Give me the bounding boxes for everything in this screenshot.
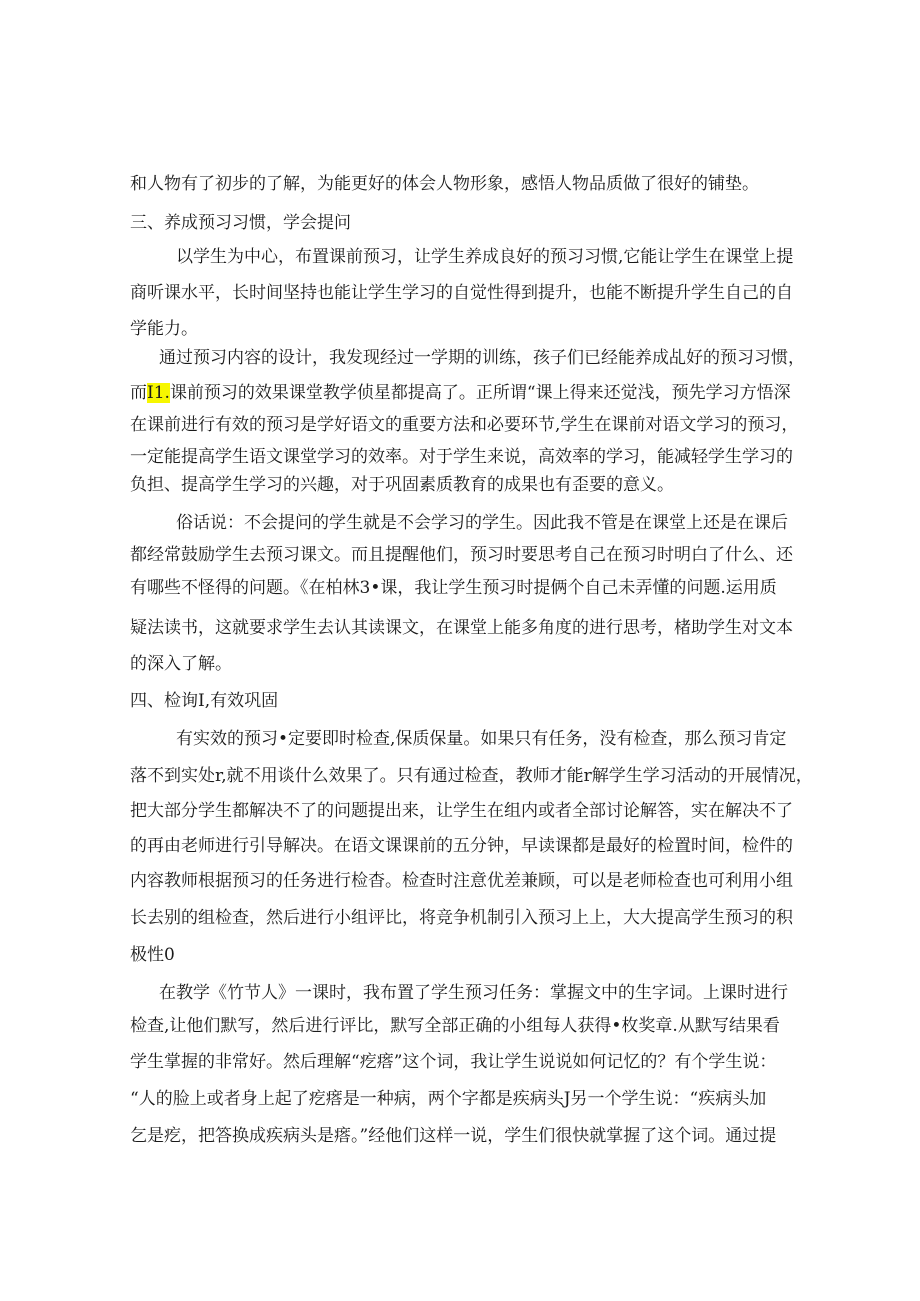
text-line-11: 俗话说：不会提问的学生就是不会学习的学生。因此我不管是在课堂上还是在课后 [176,513,788,533]
text-line-7 [130,378,920,408]
highlighted-text: I1. [147,383,170,403]
line7-prefix: 而 [130,383,147,403]
text-line-6: 通过预习内容的设计，我发现经过一学期的训练，孩子们已经能养成乩好的预习习惯， [159,348,805,368]
text-line-26: 学生掌握的非常好。然后理解“疙瘩”这个词，我让学生说说如何记忆的？有个学生说： [130,1052,777,1072]
text-line-22: 长去别的组检查，然后进行小组评比，将竞争机制引入预习上上，大大提高学生预习的积 [130,908,793,928]
section-heading-4: 四、检询I,有效巩固 [130,691,279,711]
text-line-13: 有哪些不怪得的问题。《在柏林3•课，我让学生预习时提俩个自己未弄懂的问题.运用质 [130,578,777,598]
text-line-19: 把大部分学生都解决不了的问题提出来，让学生在组内或者全部讨论解答，实在解决不了 [130,801,793,821]
text-line-28: 乞是疙，把答换成疾病头是瘩。”经他们这样一说，学生们很快就掌握了这个词。通过提 [130,1126,777,1146]
text-line-9: 一定能提高学生语文课堂学习的效率。对于学生来说，高效率的学习，能减轻学生学习的 [130,447,793,467]
text-line-3: 以学生为中心，布置课前预习，让学生养成良好的预习习惯,它能让学生在课堂上提 [176,247,794,267]
text-line-17: 有实效的预习•定要即时检查,保质保量。如果只有任务，没有检查，那么预习肯定 [176,729,787,749]
text-line-10: 负担、提高学生学习的兴趣，对于巩固素质教育的成果也有歪要的意义。 [130,475,674,495]
text-line-27: “人的脸上或者身上起了疙瘩是一种病，两个字都是疾病头J另一个学生说：“疾病头加 [130,1089,767,1109]
text-line-1: 和人物有了初步的了解，为能更好的体会人物形象，感悟人物品质做了很好的铺垫。 [130,174,759,194]
line7-body: 课前预习的效果课堂教学侦星都提高了。正所谓“课上得来还觉浅，预先学习方悟深 [169,383,791,403]
text-line-21: 内容教师根据预习的任务进行检杳。检查时注意优差兼顾，可以是老师检查也可利用小组 [130,871,793,891]
text-line-24: 在教学《竹节人》一课时，我布置了学生预习任务：掌握文中的生字词。上课时进行 [159,983,788,1003]
text-line-20: 的再由老师进行引导解决。在语文课课前的五分钟，早读课都是最好的检置时间，检件的 [130,836,793,856]
text-line-23: 极性0 [130,945,175,965]
text-line-25: 检查,让他们默写，然后进行评比，默写全部正确的小组每人获得•枚奖章.从默写结果看 [130,1016,780,1036]
text-line-14: 疑法读书，这就要求学生去认其读课文，在课堂上能多角度的进行思考，楮助学生对文本 [130,618,793,638]
text-line-18: 落不到实处r,就不用谈什么效果了。只有通过检查，教师才能r解学生学习活动的开展情况， [130,766,813,786]
text-line-12: 都经常鼓励学生去预习课文。而且提醒他们，预习时要思考自己在预习时明白了什么、还 [130,545,793,565]
section-heading-3: 三、养成预习习惯，学会提问 [130,213,351,233]
text-line-4: 商听课水平，长时间坚持也能让学生学习的自觉性得到提升，也能不断提升学生自己的自 [130,283,793,303]
text-line-5: 学能力。 [130,319,198,339]
text-line-15: 的深入了解。 [130,654,232,674]
text-line-8: 在课前进行有效的预习是学好语文的重要方法和必要环节,学生在课前对语文学习的预习， [130,415,799,435]
